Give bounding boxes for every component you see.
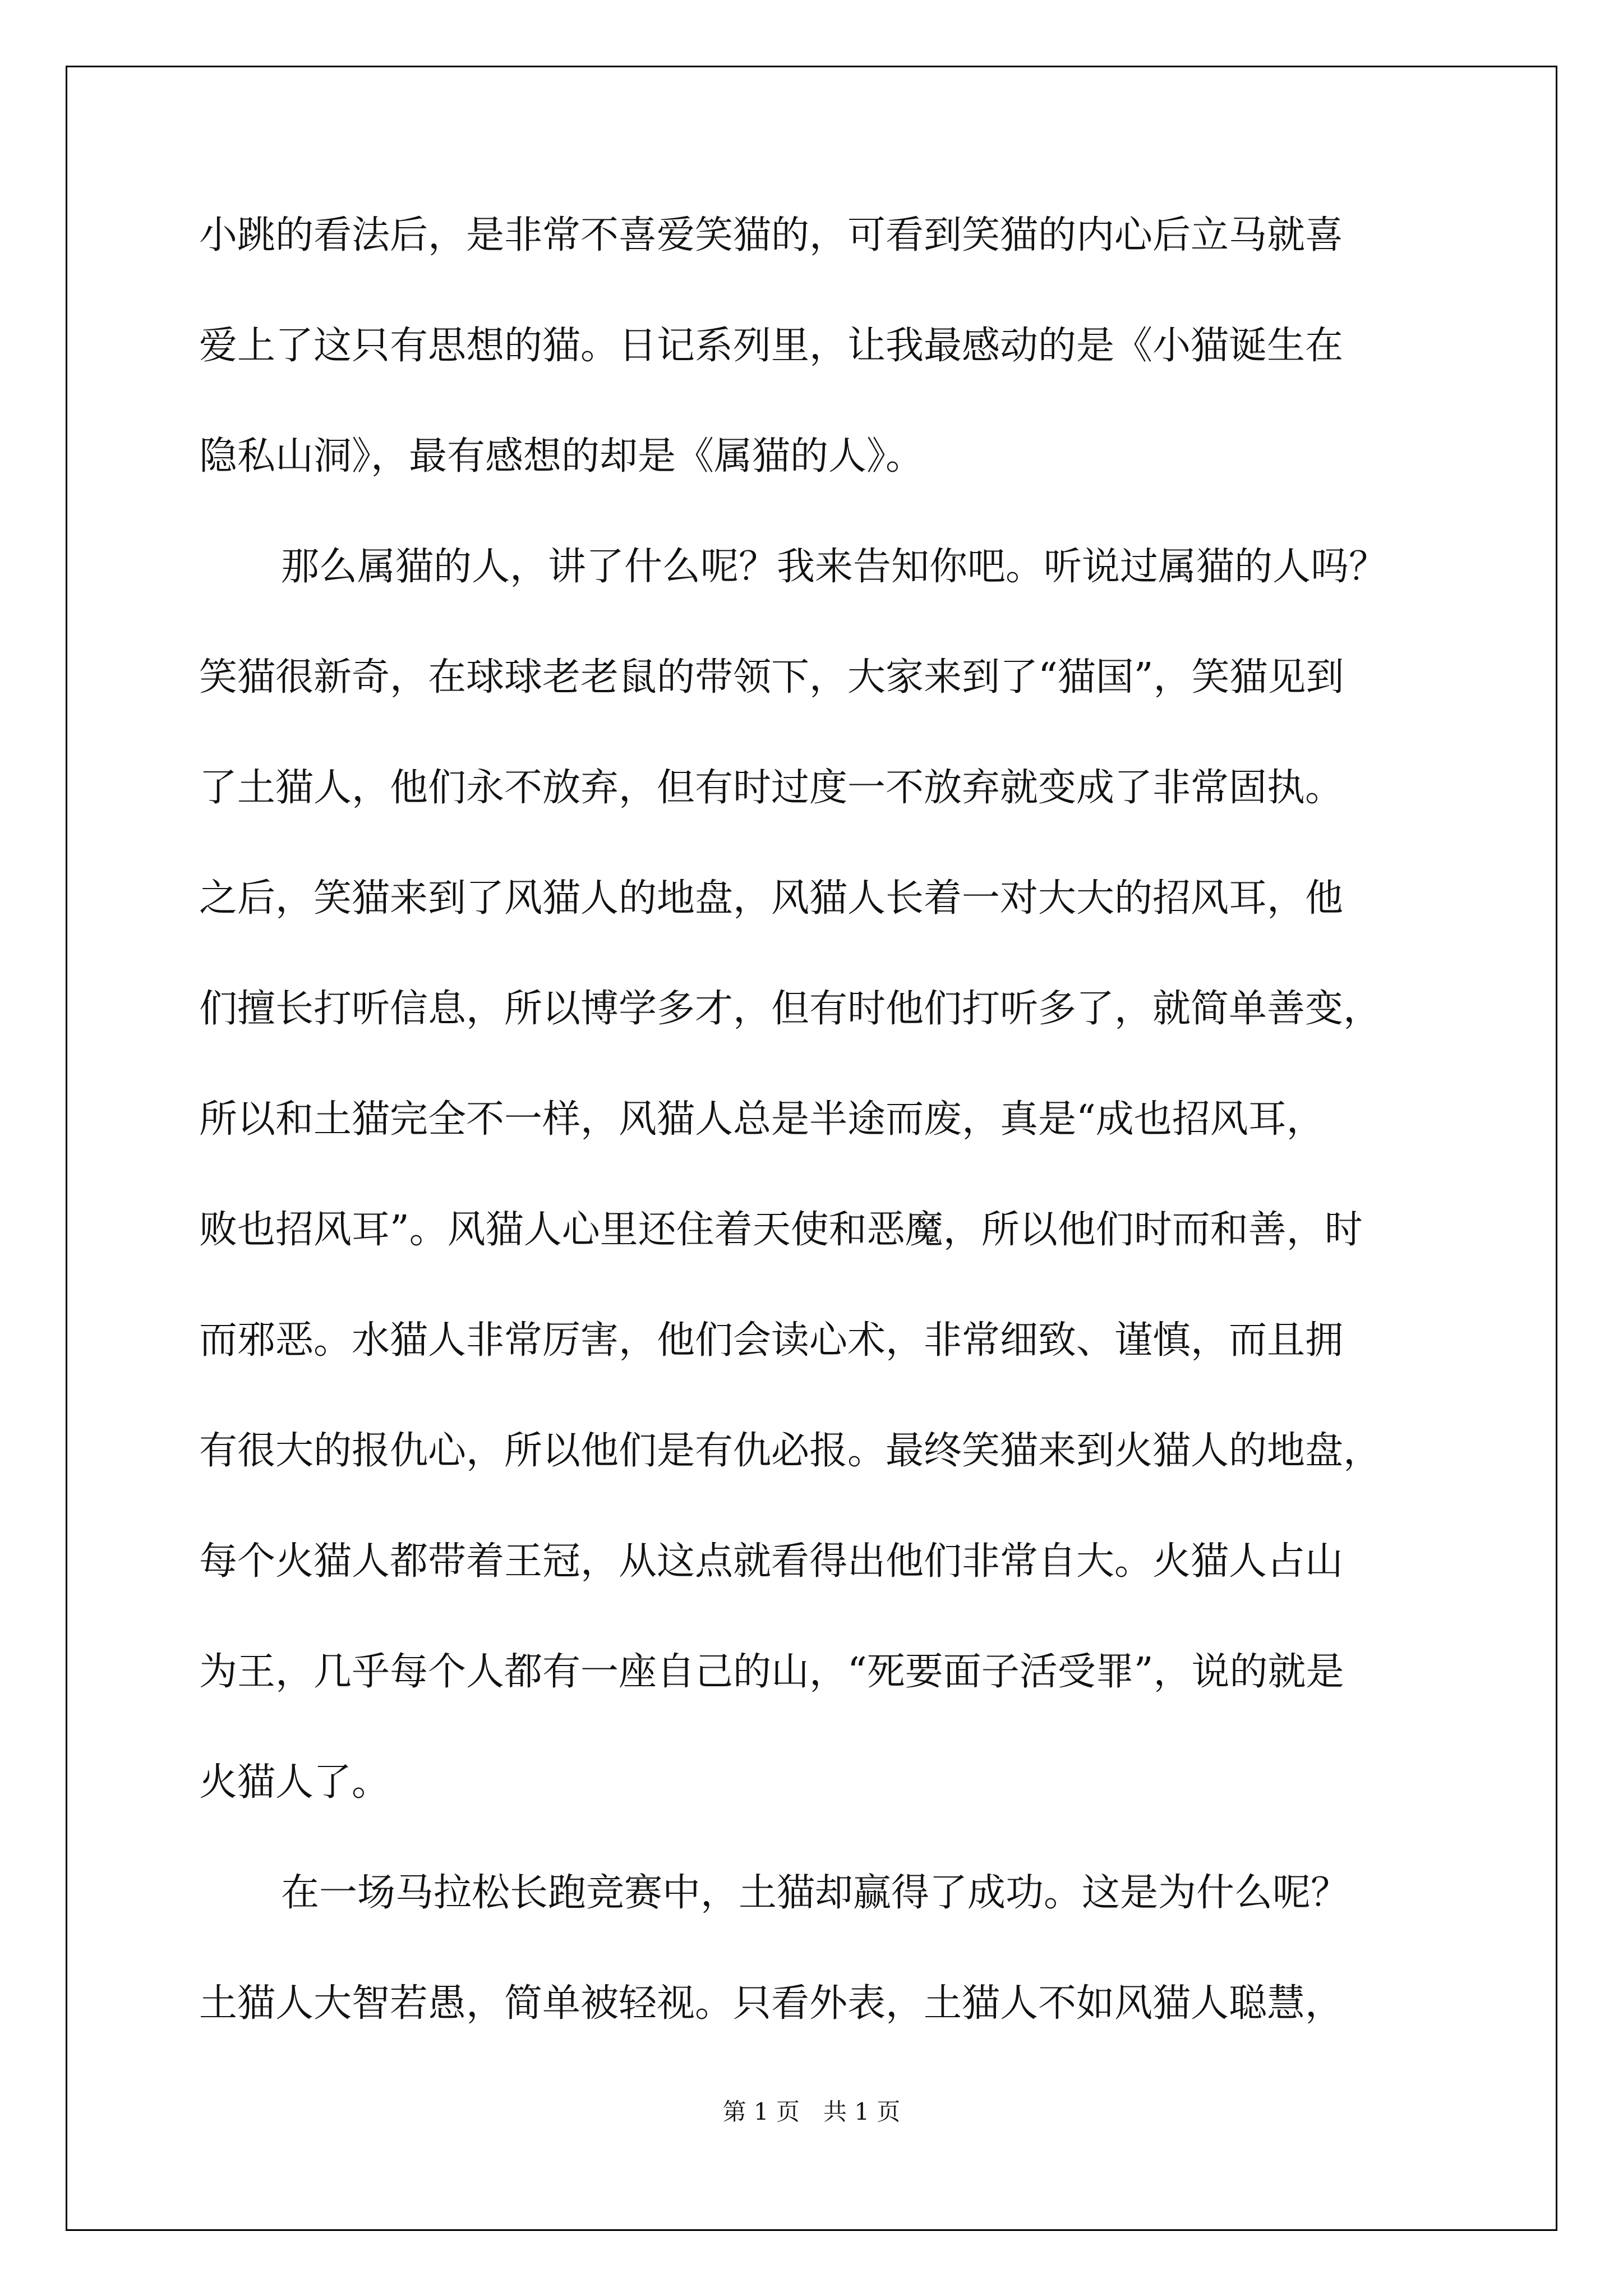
text-line: 而邪恶。水猫人非常厉害，他们会读心术，非常细致、谨慎，而且拥: [199, 1318, 1344, 1363]
text-line: 每个火猫人都带着王冠，从这点就看得出他们非常自大。火猫人占山: [199, 1539, 1344, 1584]
text-line: 小跳的看法后，是非常不喜爱笑猫的，可看到笑猫的内心后立马就喜: [199, 213, 1344, 257]
text-line: 笑猫很新奇，在球球老老鼠的带领下，大家来到了“猫国”，笑猫见到: [199, 655, 1344, 700]
text-line: 所以和土猫完全不一样，风猫人总是半途而废，真是“成也招风耳，: [199, 1097, 1325, 1142]
paragraph-first-line: 那么属猫的人，讲了什么呢？我来告知你吧。听说过属猫的人吗？: [281, 545, 1387, 589]
paragraph-first-line: 在一场马拉松长跑竞赛中，土猫却赢得了成功。这是为什么呢？: [281, 1871, 1349, 1915]
text-line: 为王，几乎每个人都有一座自己的山，“死要面子活受罪”，说的就是: [199, 1650, 1344, 1694]
page-number: 第 1 页 共 1 页: [722, 2098, 901, 2125]
text-line: 败也招风耳”。风猫人心里还住着天使和恶魔，所以他们时而和善，时: [199, 1208, 1363, 1252]
text-line: 爱上了这只有思想的猫。日记系列里，让我最感动的是《小猫诞生在: [199, 324, 1344, 368]
text-line: 有很大的报仇心，所以他们是有仇必报。最终笑猫来到火猫人的地盘，: [199, 1429, 1382, 1473]
text-line: 火猫人了。: [199, 1760, 390, 1805]
text-line: 们擅长打听信息，所以博学多才，但有时他们打听多了，就简单善变，: [199, 987, 1382, 1031]
text-line: 之后，笑猫来到了风猫人的地盘，风猫人长着一对大大的招风耳，他: [199, 876, 1344, 921]
text-line: 土猫人大智若愚，简单被轻视。只看外表，土猫人不如风猫人聪慧，: [199, 1981, 1344, 2026]
text-line: 隐私山洞》，最有感想的却是《属猫的人》。: [199, 434, 924, 478]
text-line: 了土猫人，他们永不放弃，但有时过度一不放弃就变成了非常固执。: [199, 766, 1344, 810]
